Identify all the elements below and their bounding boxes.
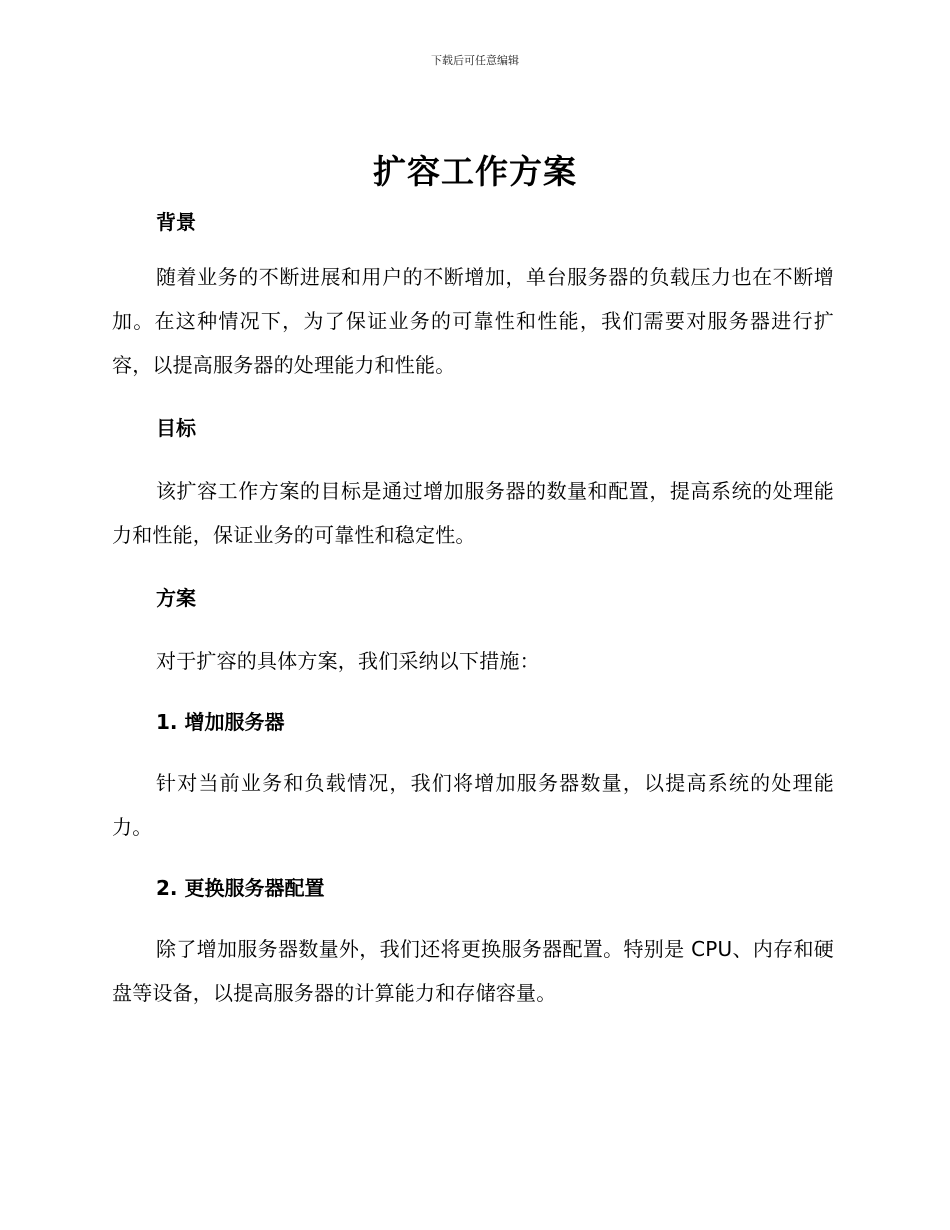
paragraph-add-servers: 针对当前业务和负载情况，我们将增加服务器数量，以提高系统的处理能力。 — [112, 771, 834, 839]
paragraph-goal: 该扩容工作方案的目标是通过增加服务器的数量和配置，提高系统的处理能力和性能，保证业务的可靠性和稳定性。 — [112, 479, 834, 547]
section-heading-upgrade-config: 2. 更换服务器配置 — [156, 876, 325, 900]
document-body — [112, 205, 834, 1015]
document-title: 扩容工作方案 — [373, 152, 577, 191]
section-heading-plan: 方案 — [156, 586, 196, 610]
section-heading-goal: 目标 — [156, 416, 196, 440]
paragraph-background: 随着业务的不断进展和用户的不断增加，单台服务器的负载压力也在不断增加。在这种情况下，为了保证业务的可靠性和性能，我们需要对服务器进行扩容，以提高服务器的处理能力和性能。 — [112, 265, 834, 377]
section-heading-add-servers: 1. 增加服务器 — [156, 710, 285, 734]
paragraph-plan: 对于扩容的具体方案，我们采纳以下措施： — [156, 649, 540, 673]
section-heading-background: 背景 — [156, 210, 196, 234]
paragraph-upgrade-config: 除了增加服务器数量外，我们还将更换服务器配置。特别是 CPU、内存和硬盘等设备，以提高服务器的计算能力和存储容量。 — [112, 937, 834, 1005]
page-header-note: 下载后可任意编辑 — [431, 54, 519, 67]
